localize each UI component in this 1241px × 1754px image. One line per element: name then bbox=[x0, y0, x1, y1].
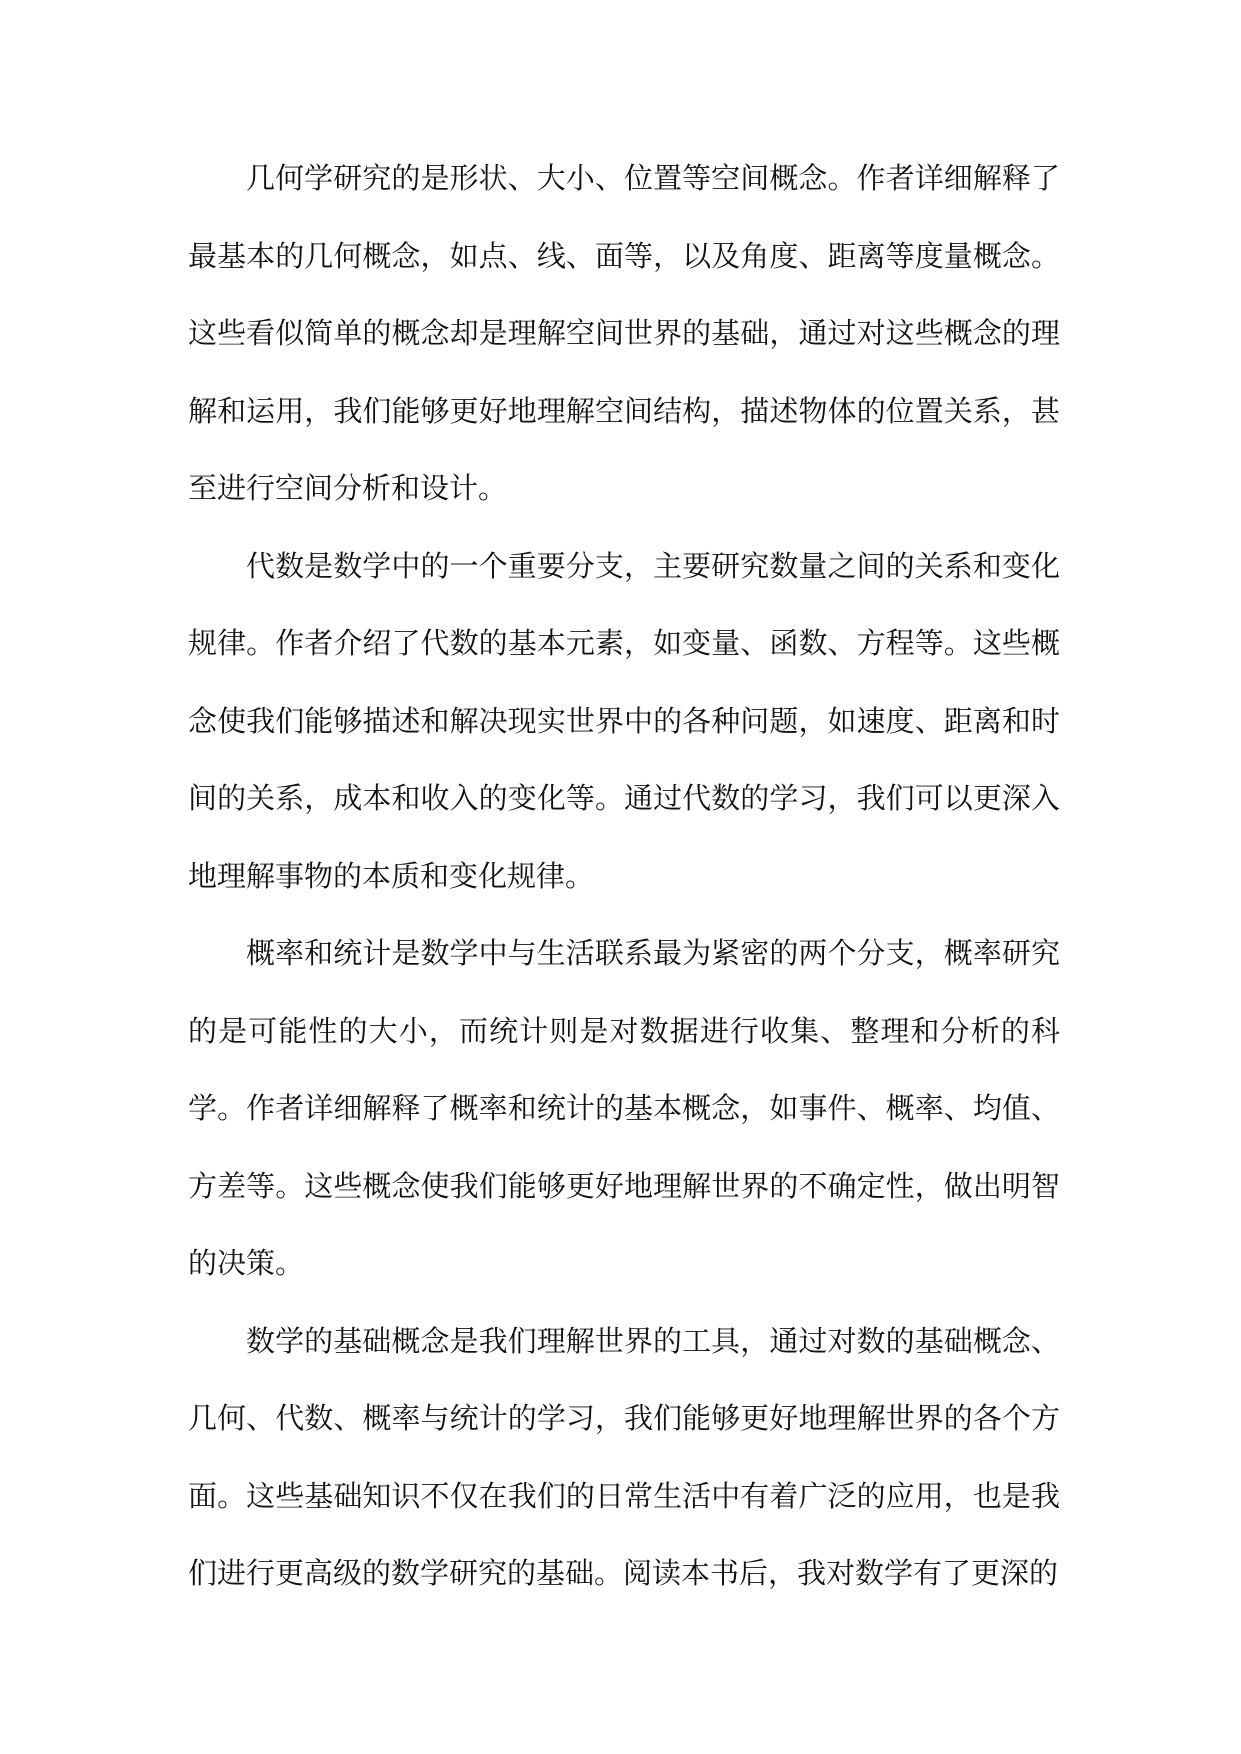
paragraph-summary: 数学的基础概念是我们理解世界的工具，通过对数的基础概念、几何、代数、概率与统计的学习，我们能够更好地理解世界的各个方面。这些基础知识不仅在我们的日常生活中有着广泛的应用，也是我们进行更高级的数学研究的基础。阅读本书后，我对数学有了更深的 bbox=[188, 1323, 1060, 1590]
body-text bbox=[188, 140, 1060, 1613]
paragraph-probability-statistics: 概率和统计是数学中与生活联系最为紧密的两个分支，概率研究的是可能性的大小，而统计则是对数据进行收集、整理和分析的科学。作者详细解释了概率和统计的基本概念，如事件、概率、均值、方差等。这些概念使我们能够更好地理解世界的不确定性，做出明智的决策。 bbox=[188, 936, 1060, 1280]
paragraph-geometry: 几何学研究的是形状、大小、位置等空间概念。作者详细解释了最基本的几何概念，如点、线、面等，以及角度、距离等度量概念。这些看似简单的概念却是理解空间世界的基础，通过对这些概念的理解和运用，我们能够更好地理解空间结构，描述物体的位置关系，甚至进行空间分析和设计。 bbox=[188, 161, 1060, 505]
paragraph-algebra: 代数是数学中的一个重要分支，主要研究数量之间的关系和变化规律。作者介绍了代数的基本元素，如变量、函数、方程等。这些概念使我们能够描述和解决现实世界中的各种问题，如速度、距离和时间的关系，成本和收入的变化等。通过代数的学习，我们可以更深入地理解事物的本质和变化规律。 bbox=[188, 548, 1060, 893]
